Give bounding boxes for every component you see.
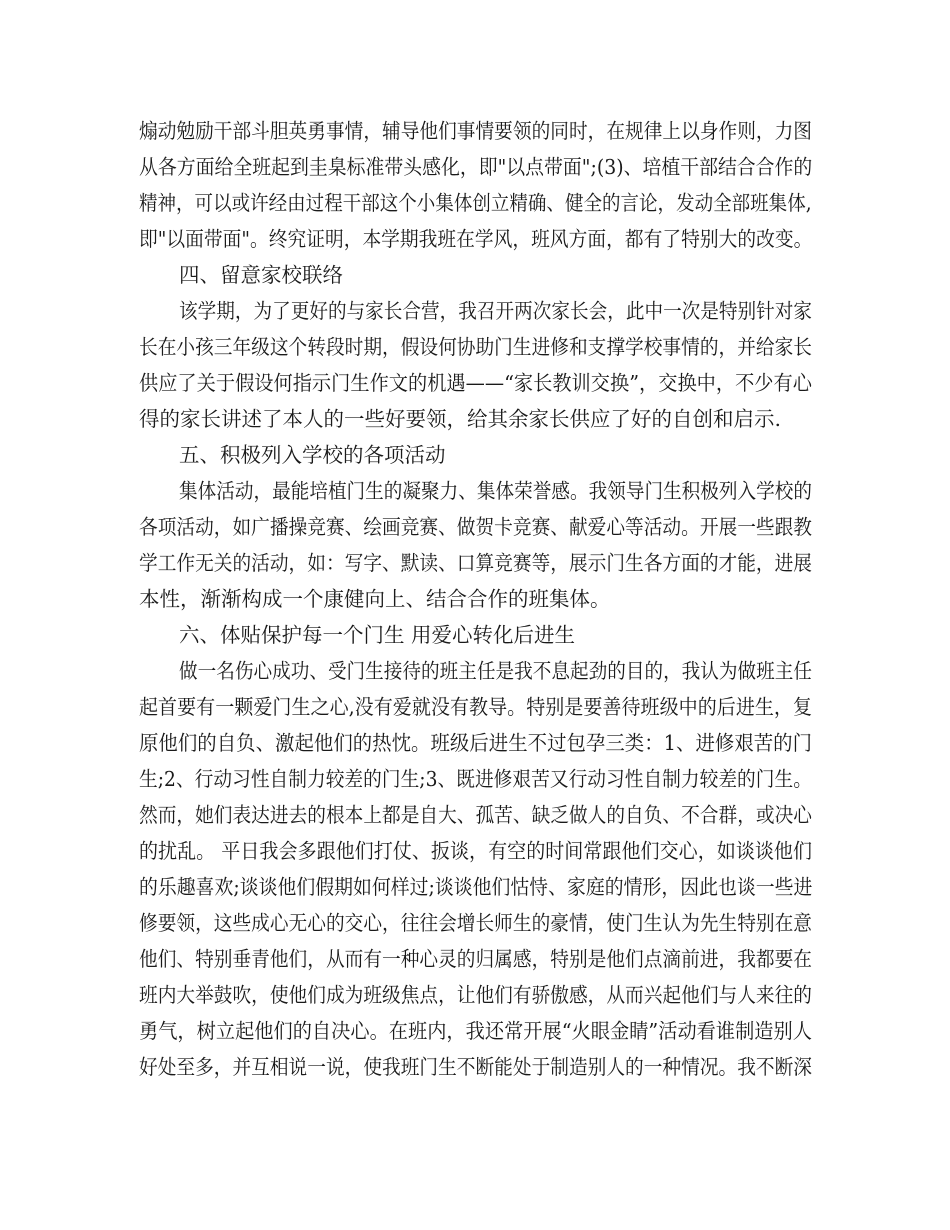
body-text-line: 原他们的自负、激起他们的热忱。班级后进生不过包孕三类：1、进修艰苦的门 (139, 731, 813, 755)
paragraph-first-line: 该学期，为了更好的与家长合营，我召开两次家长会，此中一次是特别针对家 (179, 299, 813, 323)
body-text-line: 他们、特别垂青他们，从而有一种心灵的归属感，特别是他们点滴前进，我都要在 (139, 947, 812, 971)
body-text-line: 从各方面给全班起到圭臬标准带头感化，即"以点带面";(3)、培植干部结合合作的 (139, 155, 813, 179)
body-text-line: 各项活动，如广播操竞赛、绘画竞赛、做贺卡竞赛、献爱心等活动。开展一些跟教 (139, 515, 812, 539)
body-text-line: 供应了关于假设何指示门生作文的机遇——“家长教训交换”，交换中，不少有心 (139, 371, 812, 395)
body-text-line: 学工作无关的活动，如：写字、默读、口算竞赛等，展示门生各方面的才能，进展 (139, 551, 812, 575)
body-text-line: 煽动勉励干部斗胆英勇事情，辅导他们事情要领的同时，在规律上以身作则，力图 (139, 119, 812, 143)
body-text-line: 起首要有一颗爱门生之心,没有爱就没有教导。特别是要善待班级中的后进生，复 (139, 695, 813, 719)
body-text-line: 生;2、行动习性自制力较差的门生;3、既进修艰苦又行动习性自制力较差的门生。 (139, 767, 812, 791)
body-text-line: 的乐趣喜欢;谈谈他们假期如何样过;谈谈他们怙恃、家庭的情形，因此也谈一些进 (139, 875, 813, 899)
body-text-line: 本性，渐渐构成一个康健向上、结合合作的班集体。 (139, 587, 611, 611)
body-text-line: 修要领，这些成心无心的交心，往往会增长师生的豪情，使门生认为先生特别在意 (139, 911, 812, 935)
body-text-line: 班内大举鼓吹，使他们成为班级焦点，让他们有骄傲感，从而兴起他们与人来往的 (139, 983, 812, 1007)
section-heading: 五、积极列入学校的各项活动 (179, 443, 446, 467)
body-text-line: 勇气，树立起他们的自决心。在班内，我还常开展“火眼金睛”活动看谁制造别人 (139, 1019, 812, 1043)
paragraph-first-line: 集体活动，最能培植门生的凝聚力、集体荣誉感。我领导门生积极列入学校的 (179, 479, 813, 503)
body-text-line: 得的家长讲述了本人的一些好要领，给其余家长供应了好的自创和启示. (139, 407, 782, 431)
body-text-line: 好处至多，并互相说一说，使我班门生不断能处于制造别人的一种情况。我不断深 (139, 1055, 812, 1079)
body-text-line: 长在小孩三年级这个转段时期，假设何协助门生进修和支撑学校事情的，并给家长 (139, 335, 812, 359)
body-text-line: 即"以面带面"。终究证明，本学期我班在学风，班风方面，都有了特别大的改变。 (139, 227, 813, 251)
paragraph-first-line: 做一名伤心成功、受门生接待的班主任是我不息起劲的目的，我认为做班主任 (179, 659, 813, 683)
body-text-line: 的扰乱。 平日我会多跟他们打仗、扳谈，有空的时间常跟他们交心，如谈谈他们 (139, 839, 813, 863)
body-text-line: 精神，可以或许经由过程干部这个小集体创立精确、健全的言论，发动全部班集体, (139, 191, 812, 215)
body-text-line: 然而，她们表达进去的根本上都是自大、孤苦、缺乏做人的自负、不合群，或决心 (139, 803, 812, 827)
section-heading: 四、留意家校联络 (179, 263, 343, 287)
section-heading: 六、体贴保护每一个门生 用爱心转化后进生 (179, 623, 576, 647)
